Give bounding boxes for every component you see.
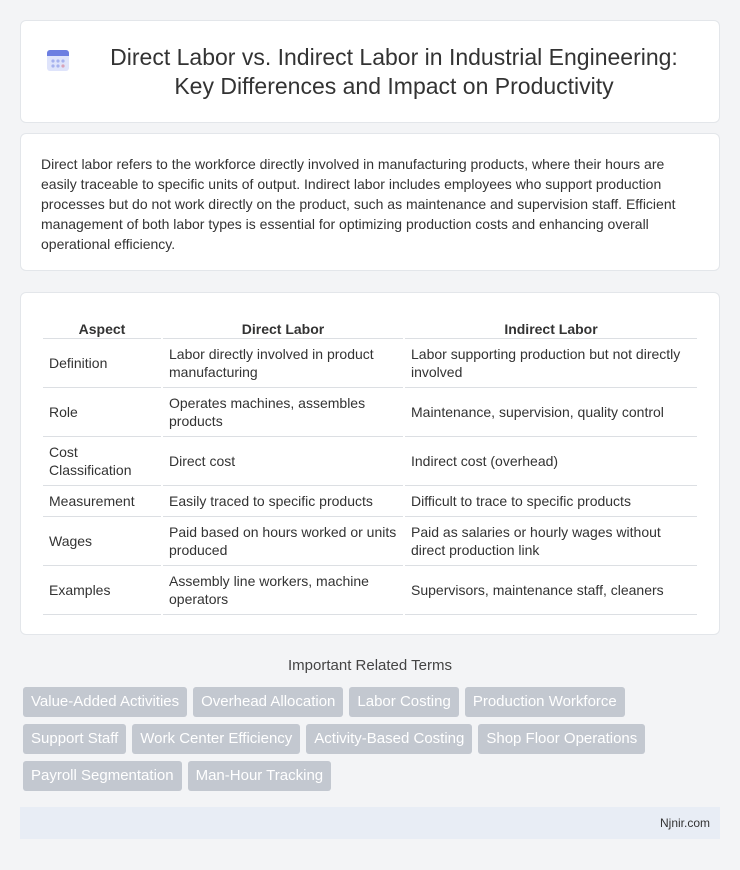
table-header-row (43, 317, 697, 339)
row-indirect: Labor supporting production but not directly involved (405, 339, 697, 388)
comparison-card (20, 292, 720, 635)
related-terms-list (20, 687, 720, 791)
term-tag[interactable]: Support Staff (23, 724, 126, 754)
row-direct: Easily traced to specific products (163, 486, 403, 517)
term-tag[interactable]: Overhead Allocation (193, 687, 343, 717)
row-direct: Paid based on hours worked or units produced (163, 517, 403, 566)
term-tag[interactable]: Value-Added Activities (23, 687, 187, 717)
row-aspect: Measurement (43, 486, 161, 517)
footer (20, 807, 720, 839)
term-tag[interactable]: Work Center Efficiency (132, 724, 300, 754)
calendar-icon (45, 47, 71, 73)
table-row (43, 486, 697, 517)
term-tag[interactable]: Payroll Segmentation (23, 761, 182, 791)
row-indirect: Paid as salaries or hourly wages without direct production link (405, 517, 697, 566)
term-tag[interactable]: Shop Floor Operations (478, 724, 645, 754)
title-wrap (45, 43, 695, 101)
header-aspect: Aspect (43, 317, 161, 339)
term-tag[interactable]: Labor Costing (349, 687, 458, 717)
header-direct-labor: Direct Labor (163, 317, 403, 339)
row-aspect: Wages (43, 517, 161, 566)
intro-card (20, 133, 720, 271)
row-direct: Assembly line workers, machine operators (163, 566, 403, 615)
row-aspect: Role (43, 388, 161, 437)
term-tag[interactable]: Production Workforce (465, 687, 625, 717)
row-indirect: Maintenance, supervision, quality control (405, 388, 697, 437)
intro-paragraph: Direct labor refers to the workforce directly involved in manufacturing products, where their hours are easily traceable to specific units of output. Indirect labor includes employees who support production processes but do not work directly on the product, such as maintenance and supervision staff. Efficient management of both labor types is essential for optimizing production costs and enhancing overall operational efficiency. (41, 156, 676, 252)
row-aspect: Definition (43, 339, 161, 388)
header-indirect-labor: Indirect Labor (405, 317, 697, 339)
term-tag[interactable]: Man-Hour Tracking (188, 761, 332, 791)
row-direct: Direct cost (163, 437, 403, 486)
table-row (43, 517, 697, 566)
row-indirect: Indirect cost (overhead) (405, 437, 697, 486)
row-indirect: Difficult to trace to specific products (405, 486, 697, 517)
row-indirect: Supervisors, maintenance staff, cleaners (405, 566, 697, 615)
table-row (43, 339, 697, 388)
row-aspect: Cost Classification (43, 437, 161, 486)
row-direct: Labor directly involved in product manufacturing (163, 339, 403, 388)
table-row (43, 566, 697, 615)
table-row (43, 437, 697, 486)
table-row (43, 388, 697, 437)
footer-brand[interactable]: Njnir.com (659, 816, 710, 830)
title-card (20, 20, 720, 123)
page-title: Direct Labor vs. Indirect Labor in Industrial Engineering: Key Differences and Impact on Productivity (110, 43, 678, 99)
term-tag[interactable]: Activity-Based Costing (306, 724, 472, 754)
related-terms-heading: Important Related Terms (288, 657, 452, 674)
comparison-table (41, 317, 699, 615)
row-direct: Operates machines, assembles products (163, 388, 403, 437)
row-aspect: Examples (43, 566, 161, 615)
